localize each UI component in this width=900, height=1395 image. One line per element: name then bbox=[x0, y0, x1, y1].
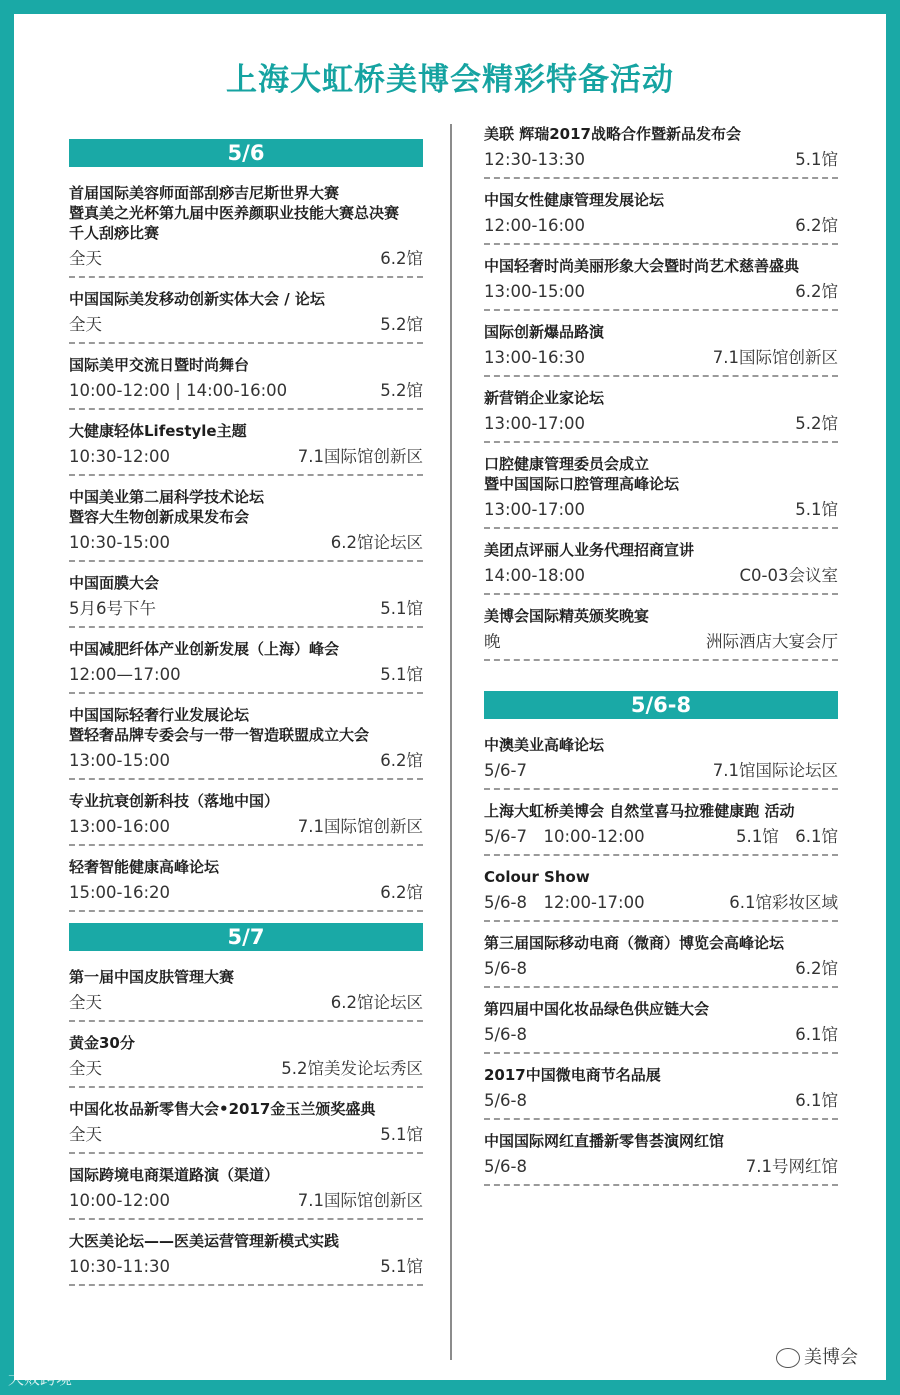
event-time: 全天 bbox=[69, 315, 102, 334]
event-venue: 7.1号网红馆 bbox=[745, 1157, 838, 1176]
event-item bbox=[484, 933, 838, 988]
event-time: 12:00-16:00 bbox=[484, 216, 586, 235]
event-time: 10:00-12:00 bbox=[69, 1191, 171, 1210]
event-time: 5/6-8 bbox=[484, 1157, 528, 1176]
event-meta bbox=[484, 279, 838, 305]
event-venue: 5.1馆 6.1馆 bbox=[736, 827, 838, 846]
watermark-right-label: 美博会 bbox=[804, 1347, 858, 1368]
event-title: 中国国际网红直播新零售荟演网红馆 bbox=[484, 1132, 725, 1150]
event-venue: 5.2馆美发论坛秀区 bbox=[281, 1059, 423, 1078]
event-time: 13:00-17:00 bbox=[484, 500, 586, 519]
event-venue: 6.2馆 bbox=[795, 216, 838, 235]
event-venue: 洲际酒店大宴会厅 bbox=[706, 632, 838, 651]
event-title: 中国面膜大会 bbox=[69, 574, 160, 592]
event-title: 国际创新爆品路演 bbox=[484, 323, 605, 341]
event-item bbox=[69, 1231, 423, 1286]
event-time: 全天 bbox=[69, 993, 102, 1012]
event-venue: 6.2馆论坛区 bbox=[330, 533, 423, 552]
event-venue: 6.2馆 bbox=[380, 751, 423, 770]
event-item bbox=[484, 388, 838, 443]
right-column bbox=[484, 124, 838, 1197]
watermark-left: 大败跨境 bbox=[8, 1369, 73, 1388]
event-title: 专业抗衰创新科技（落地中国） bbox=[69, 792, 280, 810]
event-venue: 5.1馆 bbox=[380, 1125, 423, 1144]
event-title: 首届国际美容师面部刮痧吉尼斯世界大赛 暨真美之光杯第九届中医养颜职业技能大赛总决赛 千人刮痧比赛 bbox=[69, 184, 400, 242]
event-time: 5/6-7 bbox=[484, 761, 528, 780]
event-title: 中澳美业高峰论坛 bbox=[484, 736, 605, 754]
event-item bbox=[484, 606, 838, 661]
event-title: 中国减肥纤体产业创新发展（上海）峰会 bbox=[69, 640, 340, 658]
event-title: 黄金30分 bbox=[69, 1034, 135, 1052]
event-item bbox=[484, 801, 838, 856]
event-item bbox=[484, 1065, 838, 1120]
wechat-icon bbox=[776, 1348, 800, 1368]
event-meta bbox=[484, 411, 838, 437]
event-time: 10:00-12:00 | 14:00-16:00 bbox=[69, 381, 288, 400]
event-meta bbox=[484, 147, 838, 173]
event-venue: 5.2馆 bbox=[380, 381, 423, 400]
event-meta bbox=[69, 596, 423, 622]
event-item bbox=[484, 1131, 838, 1186]
date-band: 5/6 bbox=[69, 139, 423, 167]
date-band: 5/7 bbox=[69, 923, 423, 951]
event-venue: 7.1国际馆创新区 bbox=[297, 447, 423, 466]
event-time: 10:30-15:00 bbox=[69, 533, 171, 552]
event-time: 10:30-11:30 bbox=[69, 1257, 171, 1276]
event-item bbox=[69, 487, 423, 562]
left-column bbox=[69, 131, 423, 1297]
event-venue: 5.1馆 bbox=[380, 665, 423, 684]
event-venue: 6.2馆 bbox=[380, 249, 423, 268]
event-meta bbox=[484, 345, 838, 371]
event-item bbox=[484, 454, 838, 529]
event-meta bbox=[69, 1254, 423, 1280]
event-time: 5月6号下午 bbox=[69, 599, 156, 618]
event-time: 5/6-8 bbox=[484, 1091, 528, 1110]
event-item bbox=[69, 857, 423, 912]
event-item bbox=[69, 421, 423, 476]
event-title: Colour Show bbox=[484, 868, 590, 886]
event-meta bbox=[484, 890, 838, 916]
event-meta bbox=[69, 378, 423, 404]
event-time: 全天 bbox=[69, 249, 102, 268]
event-venue: 5.1馆 bbox=[380, 1257, 423, 1276]
event-title: 中国国际美发移动创新实体大会 / 论坛 bbox=[69, 290, 325, 308]
event-meta bbox=[484, 824, 838, 850]
event-title: 中国美业第二届科学技术论坛 暨容大生物创新成果发布会 bbox=[69, 488, 265, 526]
event-meta bbox=[69, 1056, 423, 1082]
event-time: 10:30-12:00 bbox=[69, 447, 171, 466]
event-title: 国际美甲交流日暨时尚舞台 bbox=[69, 356, 250, 374]
event-venue: 5.1馆 bbox=[795, 150, 838, 169]
event-venue: 5.1馆 bbox=[380, 599, 423, 618]
event-time: 5/6-8 bbox=[484, 1025, 528, 1044]
event-venue: 6.2馆论坛区 bbox=[330, 993, 423, 1012]
event-meta bbox=[484, 497, 838, 523]
event-item bbox=[69, 1033, 423, 1088]
event-title: 国际跨境电商渠道路演（渠道） bbox=[69, 1166, 280, 1184]
event-time: 12:00—17:00 bbox=[69, 665, 181, 684]
event-meta bbox=[69, 990, 423, 1016]
event-venue: 6.2馆 bbox=[795, 959, 838, 978]
event-meta bbox=[69, 246, 423, 272]
event-title: 第四届中国化妆品绿色供应链大会 bbox=[484, 1000, 710, 1018]
event-title: 大健康轻体Lifestyle主题 bbox=[69, 422, 247, 440]
event-item bbox=[69, 1165, 423, 1220]
event-time: 5/6-7 10:00-12:00 bbox=[484, 827, 645, 846]
event-title: 美联 辉瑞2017战略合作暨新品发布会 bbox=[484, 125, 741, 143]
event-time: 13:00-15:00 bbox=[484, 282, 586, 301]
event-item bbox=[484, 322, 838, 377]
event-item bbox=[484, 190, 838, 245]
event-meta bbox=[69, 662, 423, 688]
event-venue: 6.2馆 bbox=[380, 883, 423, 902]
event-item bbox=[69, 791, 423, 846]
event-venue: 7.1国际馆创新区 bbox=[297, 817, 423, 836]
event-meta bbox=[484, 213, 838, 239]
event-time: 12:30-13:30 bbox=[484, 150, 586, 169]
event-venue: 5.2馆 bbox=[795, 414, 838, 433]
event-meta bbox=[484, 1154, 838, 1180]
event-venue: 6.2馆 bbox=[795, 282, 838, 301]
event-venue: 7.1国际馆创新区 bbox=[712, 348, 838, 367]
date-band: 5/6-8 bbox=[484, 691, 838, 719]
event-time: 13:00-17:00 bbox=[484, 414, 586, 433]
event-venue: 7.1馆国际论坛区 bbox=[712, 761, 838, 780]
event-venue: 5.1馆 bbox=[795, 500, 838, 519]
event-title: 中国化妆品新零售大会•2017金玉兰颁奖盛典 bbox=[69, 1100, 376, 1118]
event-title: 美博会国际精英颁奖晚宴 bbox=[484, 607, 650, 625]
event-time: 全天 bbox=[69, 1125, 102, 1144]
event-time: 5/6-8 bbox=[484, 959, 528, 978]
event-venue: 6.1馆 bbox=[795, 1091, 838, 1110]
event-meta bbox=[69, 530, 423, 556]
event-title: 中国轻奢时尚美丽形象大会暨时尚艺术慈善盛典 bbox=[484, 257, 800, 275]
event-item bbox=[484, 999, 838, 1054]
event-meta bbox=[69, 880, 423, 906]
event-time: 13:00-16:30 bbox=[484, 348, 586, 367]
event-item bbox=[484, 867, 838, 922]
event-time: 15:00-16:20 bbox=[69, 883, 171, 902]
event-venue: 5.2馆 bbox=[380, 315, 423, 334]
event-item bbox=[69, 705, 423, 780]
event-title: 美团点评丽人业务代理招商宣讲 bbox=[484, 541, 695, 559]
event-item bbox=[69, 573, 423, 628]
event-time: 晚 bbox=[484, 632, 501, 651]
watermark-right bbox=[776, 1343, 858, 1369]
event-title: 上海大虹桥美博会 自然堂喜马拉雅健康跑 活动 bbox=[484, 802, 795, 820]
event-meta bbox=[484, 629, 838, 655]
event-time: 13:00-15:00 bbox=[69, 751, 171, 770]
event-venue: 6.1馆 bbox=[795, 1025, 838, 1044]
event-meta bbox=[484, 1088, 838, 1114]
event-venue: C0-03会议室 bbox=[739, 566, 838, 585]
event-title: 中国国际轻奢行业发展论坛 暨轻奢品牌专委会与一带一智造联盟成立大会 bbox=[69, 706, 370, 744]
event-title: 轻奢智能健康高峰论坛 bbox=[69, 858, 220, 876]
event-title: 第一届中国皮肤管理大赛 bbox=[69, 968, 235, 986]
event-meta bbox=[69, 444, 423, 470]
event-item bbox=[69, 355, 423, 410]
event-venue: 6.1馆彩妆区域 bbox=[729, 893, 838, 912]
event-time: 13:00-16:00 bbox=[69, 817, 171, 836]
event-time: 全天 bbox=[69, 1059, 102, 1078]
page-title: 上海大虹桥美博会精彩特备活动 bbox=[226, 62, 674, 98]
event-item bbox=[484, 735, 838, 790]
event-item bbox=[484, 124, 838, 179]
event-meta bbox=[484, 1022, 838, 1048]
event-item bbox=[69, 967, 423, 1022]
event-item bbox=[69, 1099, 423, 1154]
event-title: 中国女性健康管理发展论坛 bbox=[484, 191, 665, 209]
event-meta bbox=[69, 1122, 423, 1148]
event-meta bbox=[484, 758, 838, 784]
event-time: 14:00-18:00 bbox=[484, 566, 586, 585]
event-meta bbox=[484, 563, 838, 589]
event-item bbox=[69, 639, 423, 694]
event-meta bbox=[69, 814, 423, 840]
event-item bbox=[69, 183, 423, 278]
event-meta bbox=[69, 748, 423, 774]
event-meta bbox=[69, 1188, 423, 1214]
column-divider bbox=[450, 124, 452, 1360]
event-time: 5/6-8 12:00-17:00 bbox=[484, 893, 645, 912]
event-title: 第三届国际移动电商（微商）博览会高峰论坛 bbox=[484, 934, 785, 952]
event-item bbox=[484, 540, 838, 595]
event-meta bbox=[484, 956, 838, 982]
event-title: 2017中国微电商节名品展 bbox=[484, 1066, 661, 1084]
event-item bbox=[484, 256, 838, 311]
event-venue: 7.1国际馆创新区 bbox=[297, 1191, 423, 1210]
event-title: 口腔健康管理委员会成立 暨中国国际口腔管理高峰论坛 bbox=[484, 455, 680, 493]
event-meta bbox=[69, 312, 423, 338]
event-item bbox=[69, 289, 423, 344]
event-title: 大医美论坛——医美运营管理新模式实践 bbox=[69, 1232, 340, 1250]
event-title: 新营销企业家论坛 bbox=[484, 389, 605, 407]
